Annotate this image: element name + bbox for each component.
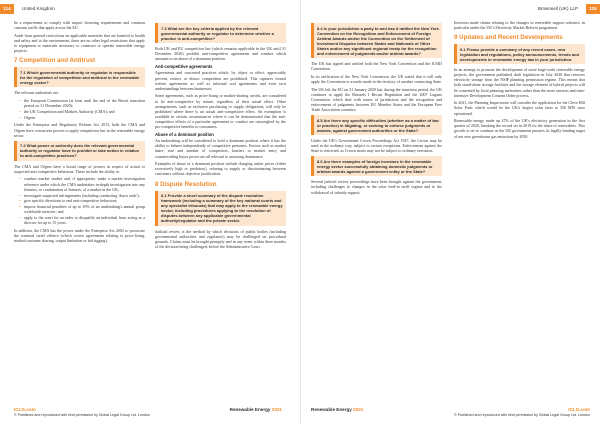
powers-list xyxy=(20,176,145,225)
footer-publication xyxy=(311,407,363,412)
list-item: • the UK Competition and Markets Authority (CMA); and xyxy=(20,109,145,114)
question-box-8-1: 8.1 Provide a short summary of the dispute resolution framework (including a summary of the key national courts and any specialist tribunals) that may apply to the renewable energy sector, including procedures applying to the resolution of disputes between any applicable governmental authority/regulator and the private sector. xyxy=(155,191,286,226)
page-footer xyxy=(301,407,600,421)
paragraph: In its ratification of the New York Convention, the UK stated that it will only apply the Convention to awards made in the territory of another contracting State. xyxy=(311,73,442,84)
list-item: • investigate suspected infringements (including conducting 'dawn raids'); xyxy=(20,193,145,198)
paragraph: Under the Enterprise and Regulatory Reform Act 2013, both the CMA and Ofgem have concurrent powers to apply competition law in the renewable energy sector. xyxy=(14,122,145,138)
running-head-firm: Brownsell (UK) LLP xyxy=(537,6,578,11)
question-box-8-5: 8.5 Are there any specific difficulties (whether as a matter of law or practice) in litigating, or seeking to enforce judgments or awards, against government authorities or the State? xyxy=(311,115,442,135)
paragraph: Aside from general restrictions on applicable materials that are harmful to health and safety and to the environment, there are no other legal restrictions that apply to equipment or materials necessary to construct or operate renewable energy projects. xyxy=(14,32,145,54)
paragraph: Investors made claims relating to the changes in renewable support schemes, in particular under the UK's Electricity Market Reform programme. xyxy=(454,20,585,31)
subheading: Anti-competitive agreements xyxy=(155,63,213,69)
publication-year: 2021 xyxy=(353,407,364,412)
publication-name: Renewable Energy xyxy=(311,407,352,412)
paragraph: Under the UK's Government Crown Proceedings Act 1947, the Crown may be sued in the ordinary way, subject to certain exceptions. Enforcement against the State is restricted, as Crown assets may not be subject to ordinary execution. xyxy=(311,138,442,154)
footer-copyright: © Published and reproduced with kind permission by Global Legal Group Ltd, London xyxy=(454,413,590,417)
authorities-list xyxy=(20,98,145,120)
question-box-7-2: 7.2 What power or authority does the relevant governmental authority or regulator have to prohibit or take action in relation to anti-competitive practices? xyxy=(14,141,145,161)
question-box-7-1: 7.1 Which governmental authority or regulator is responsible for the regulation of competition and antitrust in the renewable energy sector? xyxy=(14,67,145,87)
page-header xyxy=(0,4,300,18)
section-title-competition: 7 Competition and Antitrust xyxy=(14,57,96,65)
paragraph: The relevant authorities are: xyxy=(14,90,59,96)
page-number: 114 xyxy=(0,4,14,14)
paragraph: Agreements and concerted practices which, by object or effect, appreciably prevent, restrict or distort competition are prohibited. This captures formal written agreements as well as informal oral agreements and even tacit understandings between businesses. xyxy=(155,70,286,91)
paragraph: In 2021, the Planning Inspectorate will consider the application for the Cleve Hill Solar Park, which would be the UK's largest solar farm at 350 MW once operational. xyxy=(454,100,585,116)
paragraph: In addition, the CMA has the power under the Enterprise Act 2002 to prosecute the criminal cartel offence (which covers agreements relating to price-fixing, market/customer sharing, output limitation or bid rigging). xyxy=(14,228,145,244)
question-box-8-4: 8.4 Is your jurisdiction a party to and has it ratified the New York Convention on the Recognition and Enforcement of Foreign Arbitral Awards and/or the Convention on the Settlement of Investment Disputes between States and Nationals of Other States and/or any significant regional treaty for the recognition and enforcement of judgments and/or arbitral awards? xyxy=(311,23,442,58)
section-title-dispute: 8 Dispute Resolution xyxy=(155,180,217,188)
question-box-7-3: 7.3 What are the key criteria applied by the relevant governmental authority or regulator to determine whether a practice is anti-competitive? xyxy=(155,23,286,43)
list-item: • give specific directions to end anti-competitive behaviour; xyxy=(20,198,145,203)
question-box-8-6: 8.6 Are there examples of foreign investors in the renewable energy sector successfully obtaining domestic judgments or arbitral awards against a government entity or the State? xyxy=(311,156,442,176)
paragraph: In an attempt to promote the development of more large-scale renewable energy projects, the government published draft legislation in July 2020 that removes electricity storage from the NSIP planning permission regime. This means that both stand-alone storage facilities and the storage element of hybrid projects will be consented by local planning authorities rather than the more onerous and time-intensive Development Consent Order process. xyxy=(454,67,585,98)
footer-site-link[interactable]: ICLG.com xyxy=(568,407,590,412)
page-header xyxy=(301,4,600,18)
list-item: • apply to the court for an order to disqualify an individual from acting as a director for up to 15 years. xyxy=(20,215,145,225)
footer-copyright: © Published and reproduced with kind permission by Global Legal Group Ltd, London xyxy=(14,413,150,417)
right-page xyxy=(300,0,600,424)
question-box-9-1: 9.1 Please provide a summary of any recent cases, new legislation and regulations, policy announcements, trends and developments in renewable energy law in your jurisdiction. xyxy=(454,44,585,64)
left-column-1 xyxy=(14,20,145,246)
paragraph: Some agreements, such as price-fixing or market-sharing cartels, are considered to be anti-competitive by nature, regardless of their actual effect. Other arrangements, such as exclusive purchasing or supply obligations, will only be prohibited where there is an actual anti-competitive effect. An exemption is available in certain circumstances where it can be demonstrated that the anti-competitive effects of a particular agreement or conduct are outweighed by the pro-competitive benefits to consumers. xyxy=(155,93,286,129)
left-column-2 xyxy=(155,20,286,252)
paragraph: The UK has signed and ratified both the New York Convention and the ICSID Convention. xyxy=(311,61,442,72)
list-item: • Ofgem. xyxy=(20,115,145,120)
footer-publication xyxy=(230,407,282,412)
running-head-jurisdiction: United Kingdom xyxy=(22,6,55,11)
right-column-1 xyxy=(311,20,442,197)
list-item: • the European Commission (at least until the end of the Brexit transition period on 31 December 2020); xyxy=(20,98,145,108)
paragraph: Several judicial review proceedings have been brought against the government, including challenges to changes in the solar feed-in tariff regime and to the withdrawal of subsidy support. xyxy=(311,179,442,195)
paragraph: Examples of abuse of a dominant position include charging unfair prices (either excessively high or predatory), refusing to supply or discriminating between customers without objective justification. xyxy=(155,161,286,177)
paragraph: The UK left the EU on 31 January 2020 but, during the transition period, the UK continues to apply the Brussels I Recast Regulation and the 2007 Lugano Convention, which deal with issues of jurisdiction and the recognition and enforcement of judgments between EU Member States and the European Free Trade Association countries. xyxy=(311,86,442,112)
paragraph: Judicial review is the method by which decisions of public bodies (including governmental authorities and regulators) may be challenged on procedural grounds. Claims must be brought promptly and in any event within three months of the decision being challenged, before the Administrative Court. xyxy=(155,228,286,249)
paragraph: Both UK and EU competition law (which remains applicable in the UK until 31 December 2020) prohibit anti-competitive agreements and conduct which amounts to an abuse of a dominant position. xyxy=(155,46,286,62)
paragraph: Renewable energy made up 47% of the UK's electricity generation in the first quarter of 2020, breaking the record set in 2019 for the share of renewables. This growth is set to continue as the UK government pursues its legally binding target of net zero greenhouse gas emissions by 2050. xyxy=(454,118,585,139)
page-number: 115 xyxy=(586,4,600,14)
right-column-2 xyxy=(454,20,585,141)
page-footer xyxy=(0,407,300,421)
footer-site-link[interactable]: ICLG.com xyxy=(14,407,36,412)
paragraph: The CMA and Ofgem have a broad range of powers in respect of actual or suspected anti-competitive behaviour. These include the ability to: xyxy=(14,163,145,174)
publication-name: Renewable Energy xyxy=(229,407,271,412)
list-item: • conduct market studies and, if appropriate, make a market investigation reference under which the CMA undertakes in-depth investigation into any features, or combination of features, of a market in the UK; xyxy=(20,176,145,191)
section-title-updates: 9 Updates and Recent Developments xyxy=(454,34,563,42)
paragraph: be a requirement to comply with import licensing requirements and common customs tariffs that apply across the EU. xyxy=(14,20,145,31)
paragraph: An undertaking will be considered to hold a dominant position where it has the ability to behave independently of competitive pressures. Factors such as market share, size and number of competitors, barriers to market entry and countervailing buyer power are all relevant to assessing dominance. xyxy=(155,138,286,159)
list-item: • impose financial penalties of up to 10% of an undertaking's annual group worldwide turnover; and xyxy=(20,204,145,214)
publication-year: 2021 xyxy=(271,407,282,412)
subheading: Abuse of a dominant position xyxy=(155,131,214,137)
